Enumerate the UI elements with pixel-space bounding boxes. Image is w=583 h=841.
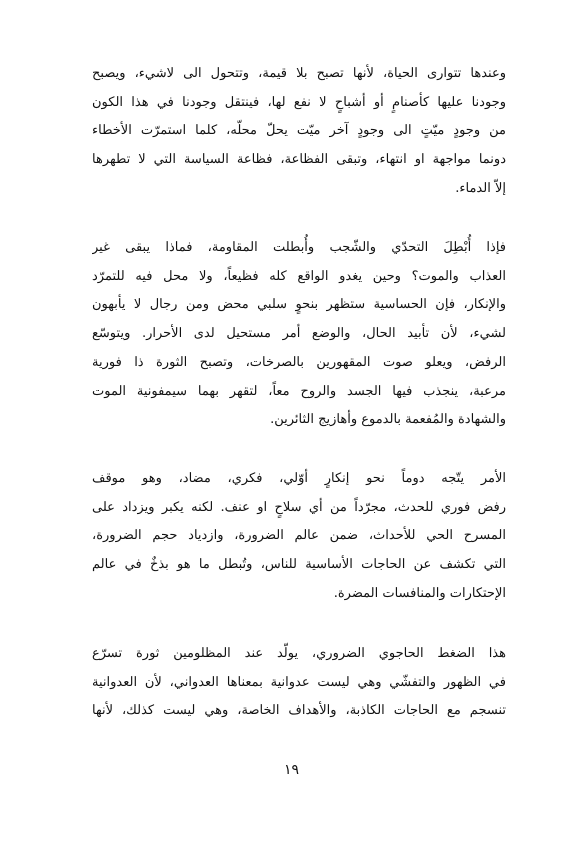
- text-line: مرعبة، ينجذب فيها الجسد والروح معاً، لتقهر بهما سيمفونية الموت: [92, 383, 506, 399]
- text-line: وجودنا عليها كأصنامٍ أو أشباحٍ لا نفع لها، فينتقل وجودنا في هذا الكون: [92, 94, 506, 110]
- text-line: فإذا أُبْطِلَ التحدّي والشّجب وأُبطلت المقاومة، فماذا يبقى غير: [92, 240, 506, 255]
- paragraph-4: [92, 640, 506, 726]
- text-line: الأمر يتّجه دوماً نحو إنكارٍ أوّلي، فكري، مضاد، وهو موقف: [92, 471, 506, 486]
- text-line: الإحتكارات والمنافسات المضرة.: [333, 585, 506, 601]
- text-line: وعندها تتوارى الحياة، لأنها تصبح بلا قيمة، وتتحول الى لاشيء، ويصبح: [92, 66, 506, 81]
- text-line: في الظهور والتفشّي وهي ليست عدوانية بمعناها العدواني، لأن العدوانية: [92, 674, 506, 690]
- text-line: دونما مواجهة او انتهاء، وتبقى الفظاعة، فظاعة السياسة التي لا تطهرها: [92, 152, 506, 168]
- paragraph-1: [92, 60, 506, 204]
- text-line: العذاب والموت؟ وحين يغدو الواقع كله فظيعاً، ولا محل فيه للتمرّد: [92, 268, 506, 284]
- paragraph-3: [92, 465, 506, 609]
- text-line: الرفض، ويعلو صوت المقهورين بالصرخات، وتصبح الثورة ذا فورية: [92, 354, 506, 370]
- text-line: هذا الضغط الحاجوي الضروري، يولّد عند المظلومين ثورة تسرّع: [92, 646, 506, 661]
- text-line: المسرح الحي للأحداث، ضمن عالم الضرورة، وازدياد حجم الضرورة،: [92, 528, 506, 544]
- text-line: لشيء، لأن تأبيد الحال، والوضع أمر مستحيل لدى الأحرار. ويتوسّع: [92, 326, 506, 342]
- text-line: التي تكشف عن الحاجات الأساسية للناس، وتُبطل ما هو بذخٌ في عالم: [92, 557, 506, 573]
- text-line: تنسجم مع الحاجات الكاذبة، والأهداف الخاصة، وهي ليست كذلك، لأنها: [92, 703, 506, 719]
- text-line: والشهادة والمُفعمة بالدموع وأهازيج الثائرين.: [270, 412, 506, 428]
- text-line: من وجودٍ ميّتٍ الى وجودٍ آخر ميّت يحلّ محلّه، كلما استمرّت الأخطاء: [92, 123, 506, 139]
- text-line: رفض فوري للحدث، مجرّداً من أي سلاحٍ او عنف. لكنه يكبر ويزداد على: [92, 499, 506, 515]
- page-number: ١٩: [283, 762, 300, 778]
- text-line: والإنكار، فإن الحساسية ستظهر بنحوٍ سلبي محض ومن رجال لا يأبهون: [92, 297, 506, 313]
- paragraph-2: [92, 234, 506, 435]
- text-line: إلاّ الدماء.: [455, 180, 506, 196]
